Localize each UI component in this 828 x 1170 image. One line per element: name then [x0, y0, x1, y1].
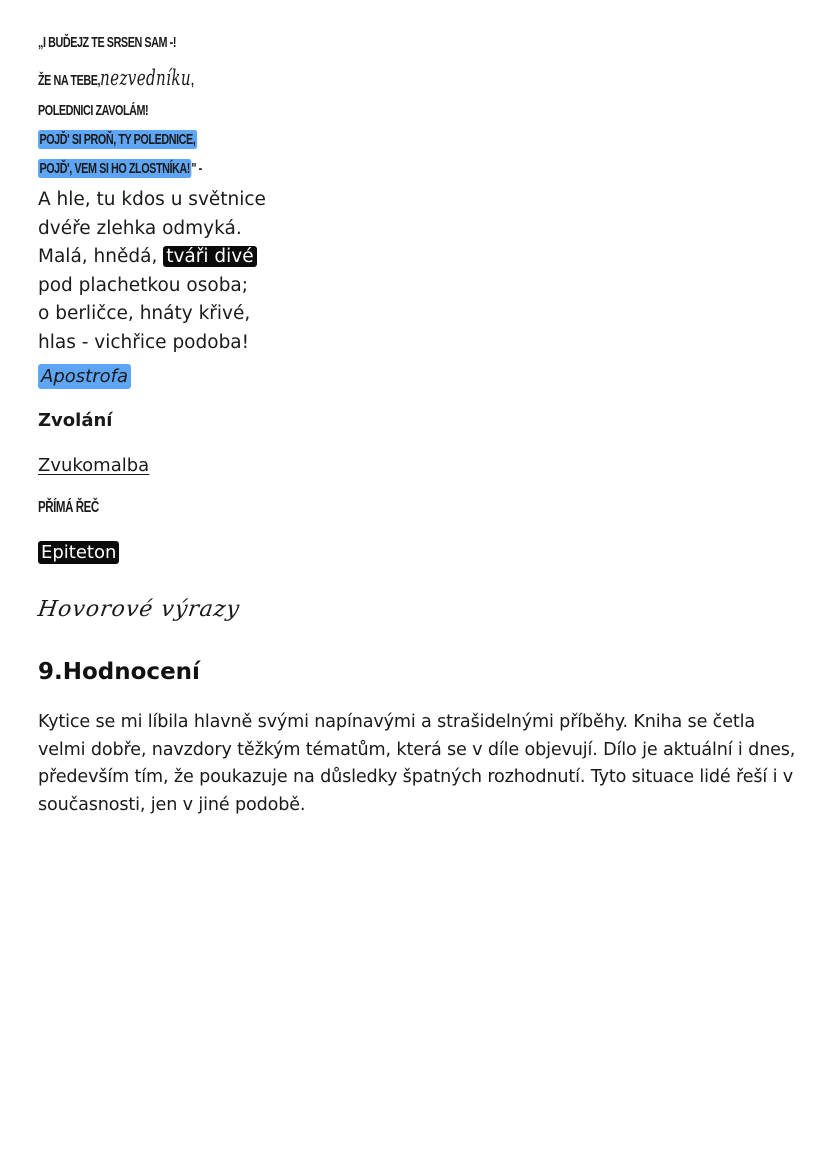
poem-line-2-prefix: ŽE NA TEBE,: [38, 72, 101, 89]
legend-apostrofa: [38, 366, 131, 387]
legend-hovorove-vyrazy: Hovorové výrazy: [36, 597, 242, 622]
verse-block: [38, 186, 266, 357]
legend-prima-rec: PŘÍMÁ ŘEČ: [38, 499, 99, 516]
poem-line-2-script-word: nezvedníku: [100, 66, 191, 90]
apostrofa-highlight: POJĎ' SI PROŇ, TY POLEDNICE,: [39, 131, 196, 148]
poem-line-3: POLEDNICI ZAVOLÁM!: [38, 102, 149, 119]
verse-line-2: dvéře zlehka odmyká.: [38, 217, 242, 239]
legend-epiteton-label: Epiteton: [38, 541, 119, 564]
evaluation-paragraph: Kytice se mi líbila hlavně svými napínavými a strašidelnými příběhy. Kniha se četla velmi dobře, navzdory těžkým tématům, která se v díle objevují. Dílo je aktuální i dnes, především tím, že poukazuje na důsledky špatných rozhodnutí. Tyto situace lidé řeší i v současnosti, jen v jiné podobě.: [38, 712, 796, 815]
poem-line-2: [38, 66, 194, 90]
poem-line-5: [38, 160, 202, 177]
verse-line-3: [38, 243, 266, 272]
legend-zvukomalba: Zvukomalba: [38, 455, 150, 476]
verse-line-5: o berličce, hnáty křivé,: [38, 303, 251, 324]
poem-line-5-suffix: " -: [191, 160, 202, 177]
apostrofa-highlight: POJĎ', VEM SI HO ZLOSTNÍKA!: [39, 160, 190, 177]
legend-apostrofa-label: Apostrofa: [38, 364, 131, 389]
verse-line-3-prefix: Malá, hnědá,: [38, 246, 158, 267]
poem-line-4: [38, 131, 197, 148]
legend-epiteton: [38, 542, 119, 563]
verse-line-4: pod plachetkou osoba;: [38, 274, 249, 296]
poem-line-2-suffix: ,: [190, 72, 194, 89]
poem-line-1: „I BUĎEJZ TE SRSEN SAM -!: [38, 34, 177, 51]
section-heading: 9.Hodnocení: [38, 659, 200, 685]
legend-zvolani: Zvolání: [38, 410, 113, 431]
verse-line-1: A hle, tu kdos u světnice: [38, 189, 266, 210]
verse-line-6: hlas - vichřice podoba!: [38, 331, 250, 353]
epiteton-highlight: tváři divé: [163, 246, 256, 267]
